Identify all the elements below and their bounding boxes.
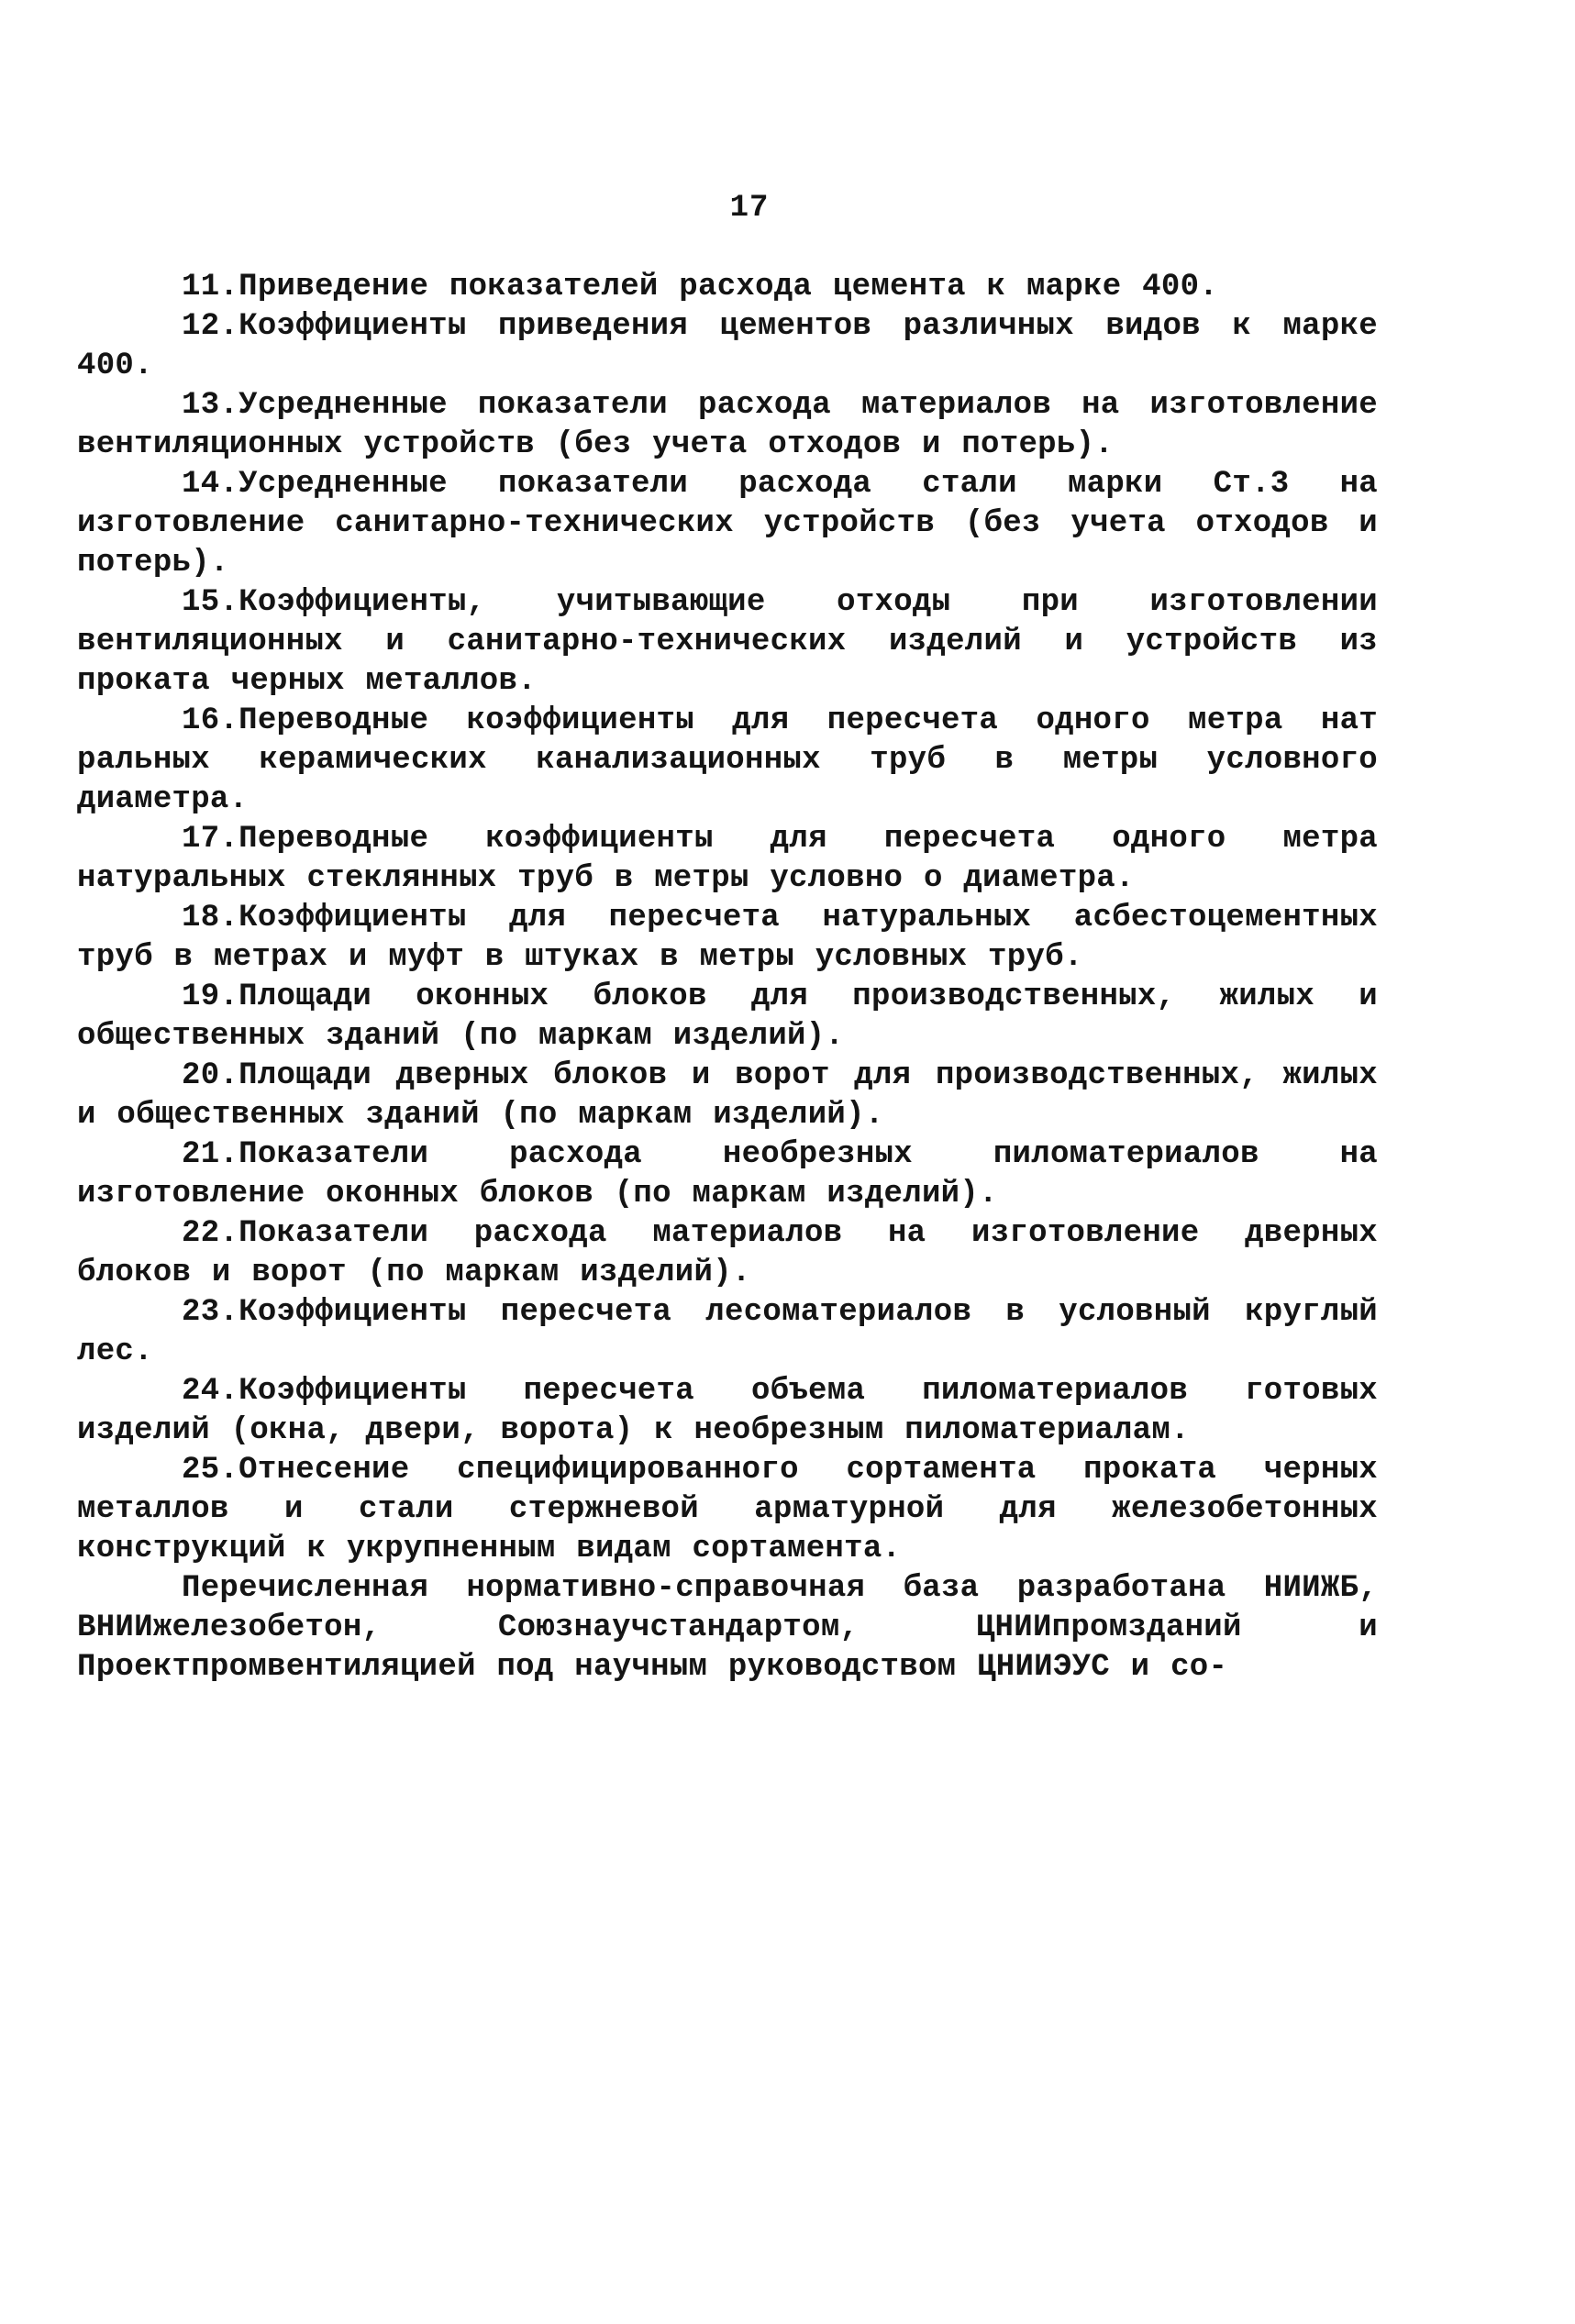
item-text: Коэффициенты, учитывающие отходы при изготовлении вентиляционных и санитарно-технических изделий и устройств из проката черных металлов.: [77, 585, 1378, 699]
item-number: 23.: [182, 1295, 239, 1330]
item-number: 11.: [182, 270, 239, 304]
item-text: Усредненные показатели расхода стали марки Ст.3 на изготовление санитарно-технических устройств (без учета отходов и потерь).: [77, 467, 1378, 581]
list-item: [77, 702, 1378, 820]
item-number: 13.: [182, 388, 239, 423]
closing-paragraph: Перечисленная нормативно-справочная база разработана НИИЖБ, ВНИИжелезобетон, Союзнаучстандартом, ЦНИИпромзданий и Проектпромвентиляцией под научным руководством ЦНИИЭУС и со-: [77, 1571, 1378, 1685]
item-number: 21.: [182, 1137, 239, 1172]
item-number: 12.: [182, 309, 239, 344]
item-text: Переводные коэффициенты для пересчета одного метра нат ральных керамических канализационных труб в метры условного диаметра.: [77, 703, 1378, 817]
item-number: 17.: [182, 822, 239, 857]
list-item: [77, 465, 1378, 583]
item-number: 25.: [182, 1453, 239, 1488]
list-item: [77, 1451, 1378, 1569]
item-text: Переводные коэффициенты для пересчета одного метра натуральных стеклянных труб в метры условно о диаметра.: [77, 822, 1378, 896]
list-item: [77, 1057, 1378, 1135]
item-number: 18.: [182, 901, 239, 935]
item-number: 20.: [182, 1058, 239, 1093]
item-number: 16.: [182, 703, 239, 738]
item-number: 22.: [182, 1216, 239, 1251]
list-item: [77, 1214, 1378, 1293]
item-text: Коэффициенты пересчета объема пиломатериалов готовых изделий (окна, двери, ворота) к необрезным пиломатериалам.: [77, 1374, 1378, 1448]
list-item: [77, 820, 1378, 899]
list-item: [77, 899, 1378, 978]
item-number: 14.: [182, 467, 239, 502]
list-item: [77, 268, 1378, 307]
item-text: Коэффициенты для пересчета натуральных асбестоцементных труб в метрах и муфт в штуках в метры условных труб.: [77, 901, 1378, 975]
item-number: 24.: [182, 1374, 239, 1409]
list-item: [77, 1293, 1378, 1372]
item-number: 19.: [182, 979, 239, 1014]
list-item: [77, 1135, 1378, 1214]
list-item: [77, 386, 1378, 465]
item-text: Коэффициенты пересчета лесоматериалов в условный круглый лес.: [77, 1295, 1378, 1369]
item-text: Площади дверных блоков и ворот для производственных, жилых и общественных зданий (по маркам изделий).: [77, 1058, 1378, 1133]
list-item: [77, 1372, 1378, 1451]
item-text: Коэффициенты приведения цементов различных видов к марке 400.: [77, 309, 1378, 383]
item-number: 15.: [182, 585, 239, 620]
item-text: Показатели расхода необрезных пиломатериалов на изготовление оконных блоков (по маркам изделий).: [77, 1137, 1378, 1212]
item-text: Площади оконных блоков для производственных, жилых и общественных зданий (по маркам изделий).: [77, 979, 1378, 1054]
item-text: Усредненные показатели расхода материалов на изготовление вентиляционных устройств (без учета отходов и потерь).: [77, 388, 1378, 462]
item-text: Отнесение специфицированного сортамента проката черных металлов и стали стержневой арматурной для железобетонных конструкций к укрупненным видам сортамента.: [77, 1453, 1378, 1566]
list-item: [77, 583, 1378, 702]
document-body: [77, 268, 1378, 1688]
list-item: [77, 307, 1378, 386]
list-item: [77, 978, 1378, 1057]
item-text: Показатели расхода материалов на изготовление дверных блоков и ворот (по маркам изделий).: [77, 1216, 1378, 1290]
item-text: Приведение показателей расхода цемента к марке 400.: [238, 270, 1218, 304]
page-number: 17: [729, 191, 770, 226]
